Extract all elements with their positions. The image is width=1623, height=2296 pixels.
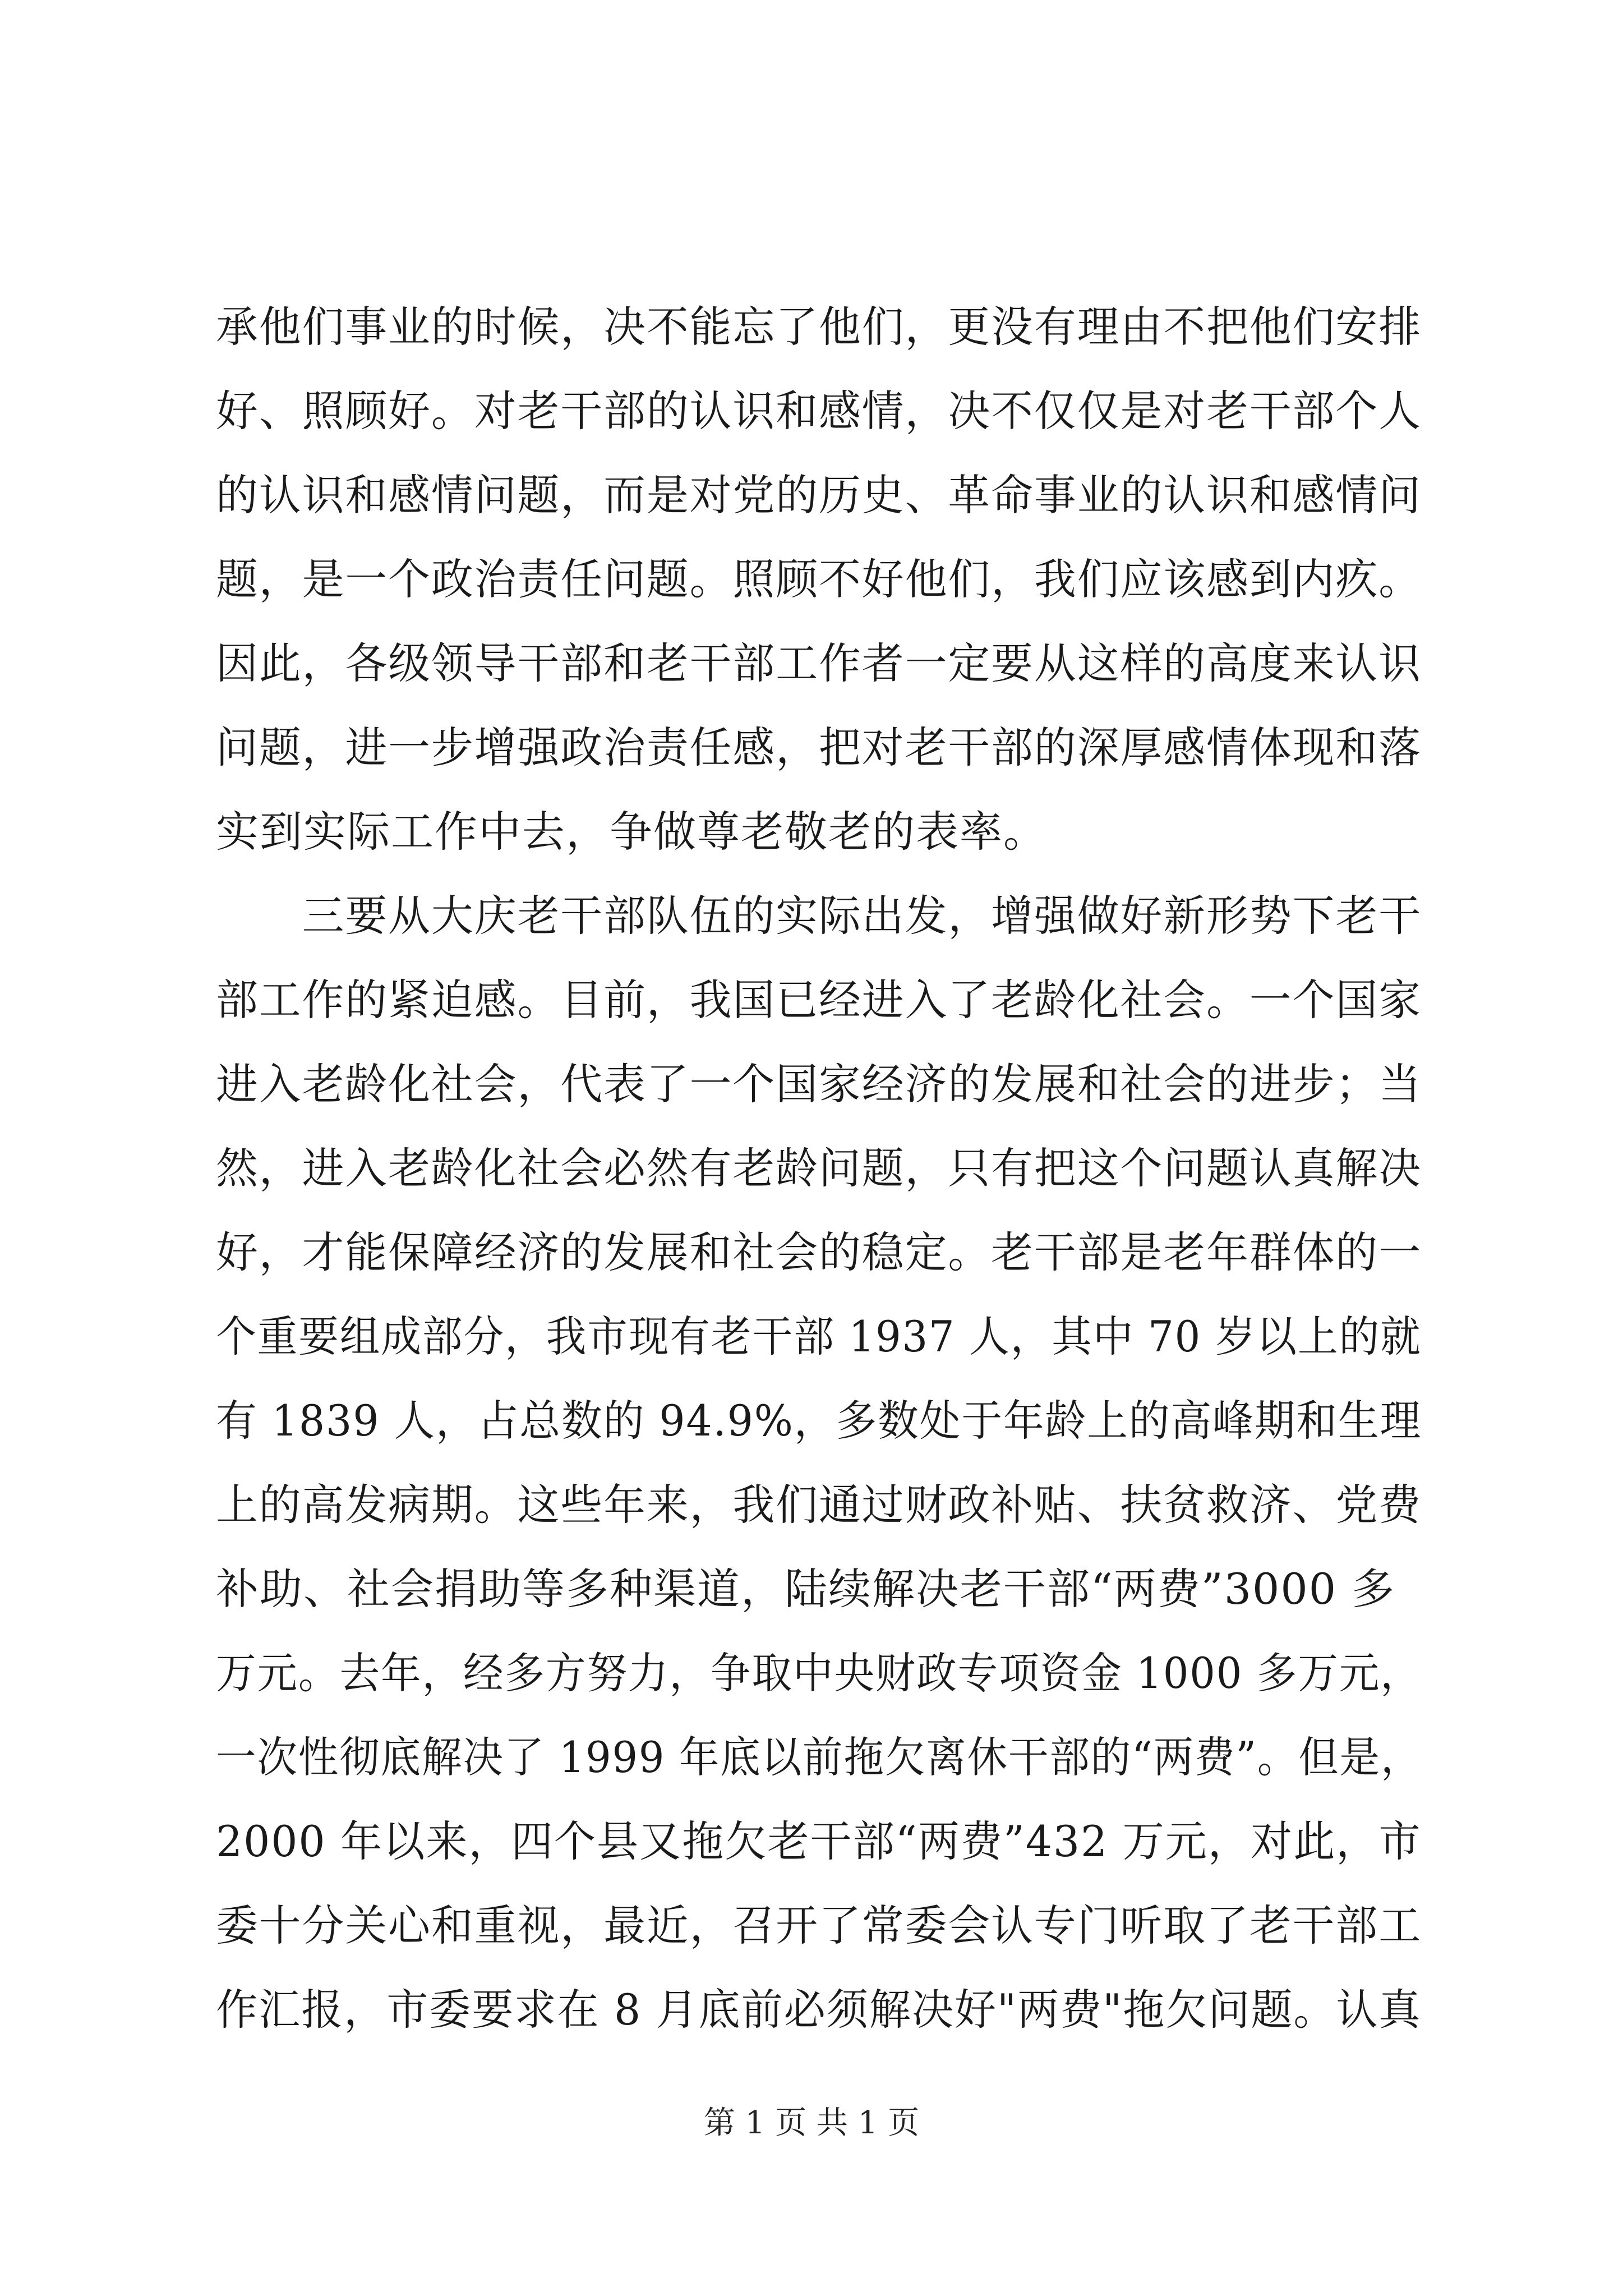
text-line: 好、照顾好。对老干部的认识和感情，决不仅仅是对老干部个人 [216, 386, 1422, 436]
text-line: 承他们事业的时候，决不能忘了他们，更没有理由不把他们安排 [216, 302, 1422, 352]
text-line: 个重要组成部分，我市现有老干部 1937 人，其中 70 岁以上的就 [216, 1312, 1422, 1361]
text-line: 作汇报，市委要求在 8 月底前必须解决好"两费"拖欠问题。认真 [216, 1985, 1422, 2035]
text-line: 实到实际工作中去，争做尊老敬老的表率。 [216, 807, 1047, 857]
text-line: 上的高发病期。这些年来，我们通过财政补贴、扶贫救济、党费 [216, 1480, 1422, 1530]
text-line: 补助、社会捐助等多种渠道，陆续解决老干部“两费”3000 多 [216, 1564, 1396, 1614]
text-line: 一次性彻底解决了 1999 年底以前拖欠离休干部的“两费”。但是， [216, 1732, 1422, 1782]
text-line: 因此，各级领导干部和老干部工作者一定要从这样的高度来认识 [216, 638, 1422, 688]
text-line: 有 1839 人，占总数的 94.9%，多数处于年龄上的高峰期和生理 [216, 1396, 1422, 1446]
page-number-footer: 第 1 页 共 1 页 [703, 2105, 920, 2141]
text-line: 委十分关心和重视，最近，召开了常委会认专门听取了老干部工 [216, 1901, 1422, 1950]
text-line: 部工作的紧迫感。目前，我国已经进入了老龄化社会。一个国家 [216, 975, 1422, 1025]
text-line: 的认识和感情问题，而是对党的历史、革命事业的认识和感情问 [216, 470, 1422, 520]
text-line: 问题，进一步增强政治责任感，把对老干部的深厚感情体现和落 [216, 723, 1422, 772]
text-line: 三要从大庆老干部队伍的实际出发，增强做好新形势下老干 [216, 891, 1422, 941]
text-line: 万元。去年，经多方努力，争取中央财政专项资金 1000 多万元， [216, 1648, 1422, 1698]
text-line: 题，是一个政治责任问题。照顾不好他们，我们应该感到内疚。 [216, 554, 1422, 604]
text-line: 然，进入老龄化社会必然有老龄问题，只有把这个问题认真解决 [216, 1143, 1422, 1193]
text-line: 2000 年以来，四个县又拖欠老干部“两费”432 万元，对此，市 [216, 1816, 1422, 1866]
text-line: 进入老龄化社会，代表了一个国家经济的发展和社会的进步；当 [216, 1059, 1422, 1109]
text-line: 好，才能保障经济的发展和社会的稳定。老干部是老年群体的一 [216, 1227, 1422, 1277]
